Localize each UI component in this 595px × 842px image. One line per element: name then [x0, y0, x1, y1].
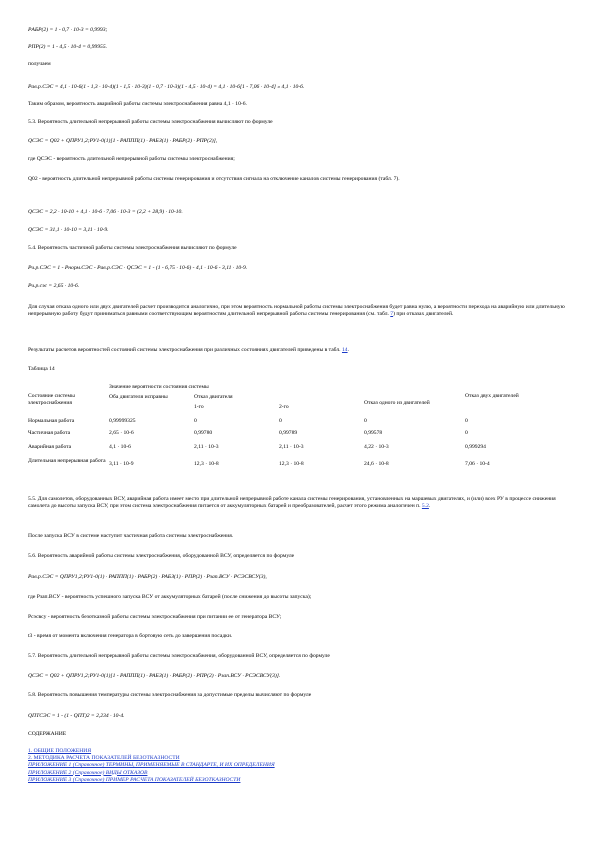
paragraph-apu-start: После запуска ВСУ в системе наступит частичная работа системы электроснабжения.	[28, 533, 234, 539]
table-cell: 2,11 · 10-3	[279, 444, 304, 450]
section-5-8: 5.8. Вероятность повышения температуры системы электроснабжения за допустимые пределы вычисляют по формуле	[28, 692, 312, 698]
header-both-working: Оба двигателя исправны	[109, 394, 168, 400]
formula-qses-apu: QСЭС = Q02 + QПРУ1,2;РУ1-0(1)[1 - РАППП(1) · РАБЗ(1) · РАБР(2) · РПР(2) · Рзап.ВСУ · РСЭСВСУ(3)].	[28, 673, 281, 679]
table-cell: 12,3 · 10-8	[194, 461, 219, 467]
link-table-14[interactable]: 14	[341, 347, 348, 353]
table-cell: 2,65 · 10-6	[109, 430, 134, 436]
section-5-5: 5.5. Для самолетов, оборудованных ВСУ, аварийная работа имеет место при длительной непрерывной работе канала системы генерирования, установленных на маршевых двигателях, и (или) всех РУ в процессе снижения самолета до высоты запуска ВСУ, при этом система электроснабжения питается от аккумуляторных батарей и преобразователей, расчет этого режима аналогичен п. 5.2.	[28, 496, 556, 509]
table-cell: 0,99578	[364, 430, 383, 436]
definition-q02: Q02 - вероятность длительной непрерывной работы системы генерирования и отсутствия сигнала на отключение каналов системы генерирования (табл. 7).	[28, 176, 400, 182]
table-cell: 2,11 · 10-3	[194, 444, 219, 450]
table-row-state: Длительная непрерывная работа	[28, 458, 106, 464]
text-poluchaem: получаем	[28, 61, 51, 67]
toc-heading: СОДЕРЖАНИЕ	[28, 731, 67, 737]
section-5-4: 5.4. Вероятность частичной работы системы электроснабжения вычисляют по формуле	[28, 245, 237, 251]
definition-t3: t3 - время от момента включения генератора в бортовую сеть до завершения посадки.	[28, 633, 233, 639]
section-5-7: 5.7. Вероятность длительной непрерывной работы системы электроснабжения, оборудованной ВСУ, определяется по формуле	[28, 653, 330, 659]
formula-qses-calc: QСЭС = 2,2 · 10-10 + 4,1 · 10-6 · 7,06 · 10-3 = (2,2 + 28,9) · 10-10.	[28, 209, 183, 215]
toc-link-appendix-3[interactable]: ПРИЛОЖЕНИЕ 3 (Справочное) ПРИМЕР РАСЧЕТА ПОКАЗАТЕЛЕЙ БЕЗОТКАЗНОСТИ	[28, 776, 241, 783]
header-one-of-two: Отказ одного из двигателей	[364, 400, 430, 406]
definition-pzap: где Рзап.ВСУ - вероятность успешного запуска ВСУ от аккумуляторных батарей (после снижения до высоты запуска);	[28, 594, 312, 600]
table-14	[28, 384, 560, 476]
table-cell: 0,99780	[194, 430, 213, 436]
table-cell: 4,22 · 10-3	[364, 444, 389, 450]
formula-pabr: PАБР(2) = 1 - 0,7 · 10-3 = 0,9993;	[28, 27, 108, 33]
paragraph-conclusion: Таким образом, вероятность аварийной работы системы электроснабжения равна 4,1 · 10-6.	[28, 101, 247, 107]
formula-pavr-apu: Pав.р.СЭС = QПРУ1,2;РУ1-0(1) · РАППП(1) · РАБР(2) · РАБЗ(1) · РПР(2) · Рзап.ВСУ · РСЭСВСУ(3),	[28, 574, 267, 580]
table-cell: 12,3 · 10-8	[279, 461, 304, 467]
section-5-6: 5.6. Вероятность аварийной работы системы электроснабжения, оборудованной ВСУ, определяется по формуле	[28, 553, 295, 559]
header-first: 1-го	[194, 404, 204, 410]
section-5-3: 5.3. Вероятность длительной непрерывной работы системы электроснабжения вычисляют по формуле	[28, 119, 273, 125]
link-section-5-2[interactable]: 5.2	[421, 502, 429, 509]
header-second: 2-го	[279, 404, 289, 410]
header-group: Значение вероятности состояния системы	[109, 384, 209, 390]
table-cell: 0	[465, 430, 468, 436]
table-of-contents	[28, 748, 275, 784]
table-cell: 0	[465, 418, 468, 424]
table-row-state: Нормальная работа	[28, 418, 75, 424]
toc-link-general[interactable]: 1. ОБЩИЕ ПОЛОЖЕНИЯ	[28, 748, 92, 754]
table-cell: 3,11 · 10-9	[109, 461, 134, 467]
header-two-engines: Отказ двух двигателей	[465, 393, 519, 399]
header-engine-failure: Отказ двигателя	[194, 394, 233, 400]
toc-link-appendix-1[interactable]: ПРИЛОЖЕНИЕ 1 (Справочное) ТЕРМИНЫ, ПРИМЕНЯЕМЫЕ В СТАНДАРТЕ, И ИХ ОПРЕДЕЛЕНИЯ	[28, 762, 275, 769]
table-row-state: Частичная работа	[28, 430, 71, 436]
formula-pavr: Pав.р.СЭС = 4,1 · 10-6(1 - 1,3 · 10-4)(1 - 1,5 · 10-3)(1 - 0,7 · 10-3)(1 - 4,5 · 10-4) = 4,1 · 10-6[1 - 7,06 · 10-4] » 4,1 · 10-6.	[28, 84, 305, 90]
definition-qses: где QСЭС - вероятность длительной непрерывной работы системы электроснабжения;	[28, 156, 235, 162]
table-cell: 0,999294	[465, 444, 486, 450]
table-row-state: Аварийная работа	[28, 444, 72, 450]
table-cell: 0	[364, 418, 367, 424]
link-table-7[interactable]: 7	[390, 310, 394, 317]
formula-qptses: QПТСЭС = 1 - (1 - QПТ)2 = 2,234 · 10-4.	[28, 713, 125, 719]
formula-pchr: Pч.р.СЭС = 1 - Pнорм.СЭС - Pав.р.СЭС · QСЭС = 1 - (1 - 6,75 · 10-6) - 4,1 · 10-6 - 3,11 · 10-9.	[28, 265, 248, 271]
formula-qses-result: QСЭС = 31,1 · 10-10 = 3,11 · 10-9.	[28, 227, 109, 233]
table-cell: 0	[279, 418, 282, 424]
definition-psesvsu: Рсэсвсу - вероятность безотказной работы системы электроснабжения при питании ее от генератора ВСУ;	[28, 614, 282, 620]
paragraph-results: Результаты расчетов вероятностей состояний системы электроснабжения при различных состояниях двигателей приведены в табл. 14.	[28, 347, 349, 353]
formula-pchr-result: Pч.р.сэс = 2,65 · 10-6.	[28, 283, 80, 289]
table-cell: 7,06 · 10-4	[465, 461, 490, 467]
table-cell: 0	[194, 418, 197, 424]
formula-qses: QСЭС = Q02 + QПРУ1,2;РУ1-0(1)[1 - РАППП(1) · РАБЗ(1) · РАБР(2) · РПР(2)],	[28, 138, 218, 144]
toc-link-appendix-2[interactable]: ПРИЛОЖЕНИЕ 2 (Справочное) ВИДЫ ОТКАЗОВ	[28, 769, 148, 776]
table-cell: 0,99999325	[109, 418, 136, 424]
toc-link-methodology[interactable]: 2. МЕТОДИКА РАСЧЕТА ПОКАЗАТЕЛЕЙ БЕЗОТКАЗНОСТИ	[28, 755, 180, 762]
header-state: Состояние системы электроснабжения	[28, 393, 75, 406]
table-cell: 4,1 · 10-6	[109, 444, 131, 450]
table-caption: Таблица 14	[28, 366, 55, 372]
paragraph-engine-failure: Для случая отказа одного или двух двигателей расчет производится аналогично, при этом вероятность нормальной работы системы электроснабжения будет равна нулю, а вероятности перехода на аварийную или длительную непрерывную работу будут приниматься равными соответствующим вероятностям длительной непрерывной работы системы генерирования (см. табл. 7) при отказах двигателей.	[28, 304, 565, 317]
table-cell: 24,6 · 10-8	[364, 461, 389, 467]
table-cell: 0,99789	[279, 430, 298, 436]
formula-ppr: PПР(2) = 1 - 4,5 · 10-4 = 0,99955.	[28, 44, 108, 50]
